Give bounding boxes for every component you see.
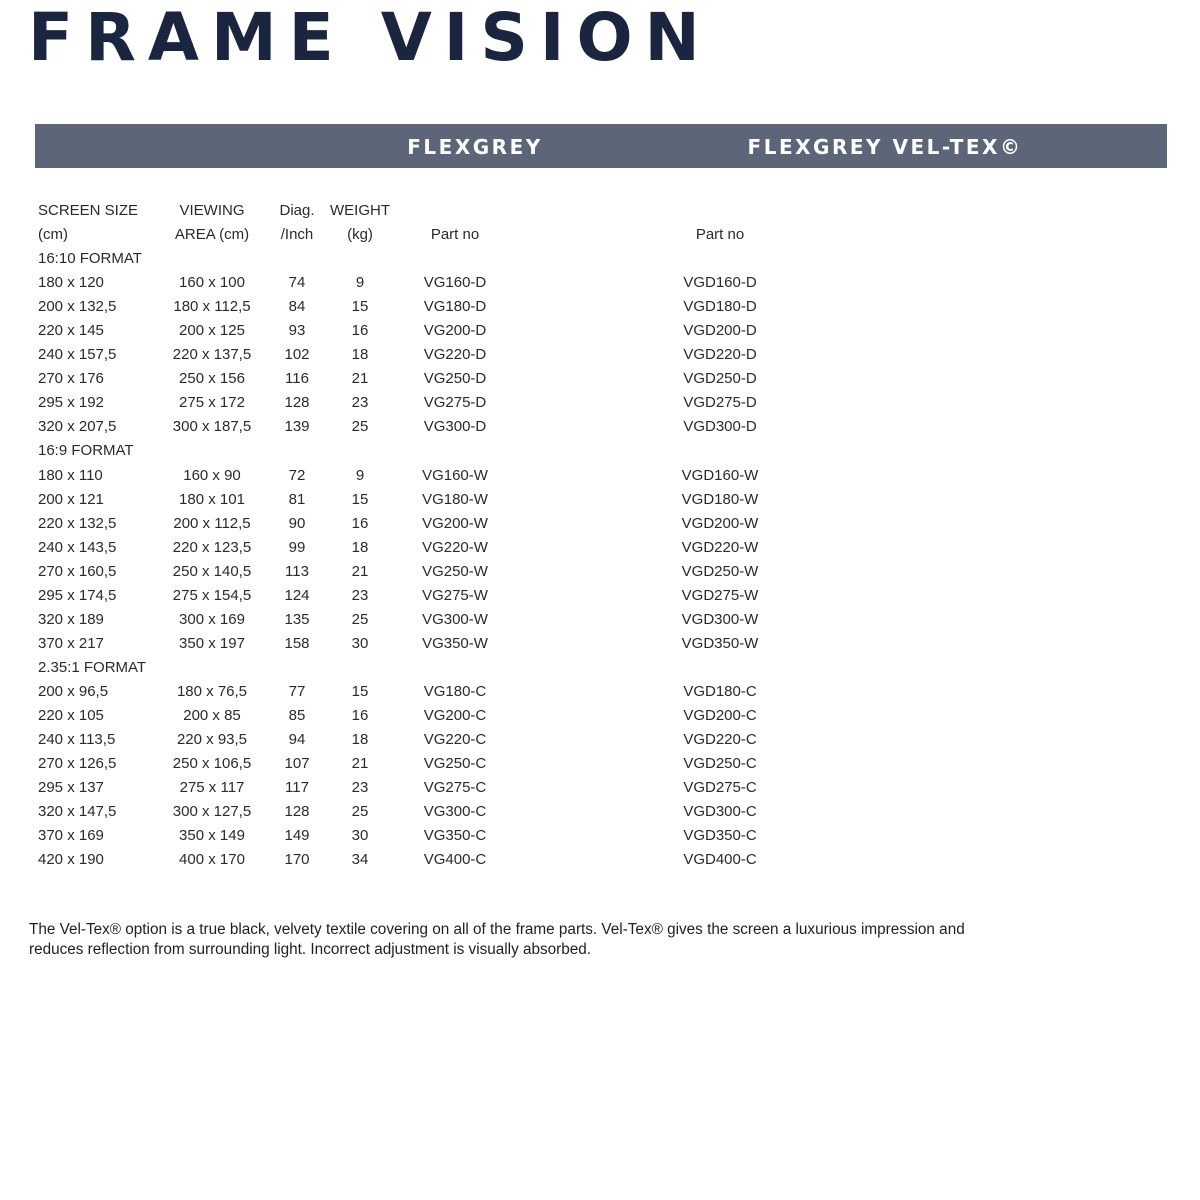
section-label: 2.35:1 FORMAT xyxy=(38,658,147,676)
viewing-area-cell: 400 x 170 xyxy=(179,851,245,869)
part-no-veltex-cell: VGD220-W xyxy=(681,538,759,556)
diag-cell: 107 xyxy=(284,755,310,773)
weight-cell: 34 xyxy=(351,851,369,869)
part-no-flexgrey-cell: VG400-C xyxy=(423,851,487,869)
table-row xyxy=(38,464,818,488)
table-row xyxy=(38,415,818,439)
table-row xyxy=(38,536,818,560)
part-no-veltex-cell: VGD180-D xyxy=(683,298,757,316)
header-row-2 xyxy=(38,223,818,247)
part-no-flexgrey-cell: VG160-D xyxy=(423,274,487,292)
part-no-veltex-cell: VGD220-D xyxy=(683,346,757,364)
part-no-veltex-cell: VGD300-W xyxy=(681,610,759,628)
table-row xyxy=(38,680,818,704)
viewing-area-cell: 180 x 112,5 xyxy=(173,298,251,316)
screen-size-cell: 240 x 157,5 xyxy=(38,346,117,364)
viewing-area-cell: 300 x 187,5 xyxy=(172,418,252,436)
viewing-area-cell: 200 x 85 xyxy=(183,706,241,724)
weight-cell: 18 xyxy=(351,731,369,749)
table-row xyxy=(38,752,818,776)
diag-cell: 72 xyxy=(288,466,306,484)
table-row xyxy=(38,824,818,848)
diag-cell: 135 xyxy=(284,610,310,628)
section-label: 16:10 FORMAT xyxy=(38,250,142,268)
weight-cell: 30 xyxy=(351,634,369,652)
viewing-area-cell: 180 x 101 xyxy=(179,490,245,508)
table-row xyxy=(38,800,818,824)
part-no-flexgrey-cell: VG275-D xyxy=(423,394,487,412)
viewing-area-cell: 250 x 106,5 xyxy=(172,755,252,773)
weight-cell: 25 xyxy=(351,610,369,628)
table-row xyxy=(38,367,818,391)
part-no-veltex-header: Part no xyxy=(695,226,745,244)
specs-table xyxy=(38,199,818,872)
section-label-row xyxy=(38,247,818,271)
part-no-veltex-cell: VGD220-C xyxy=(683,731,757,749)
part-no-veltex-cell: VGD350-W xyxy=(681,634,759,652)
viewing-area-cell: 350 x 197 xyxy=(179,634,245,652)
part-no-veltex-cell: VGD275-C xyxy=(683,779,757,797)
weight-cell: 23 xyxy=(351,394,369,412)
diag-cell: 128 xyxy=(284,394,310,412)
diag-cell: 149 xyxy=(284,827,310,845)
viewing-area-cell: 160 x 90 xyxy=(183,466,241,484)
part-no-veltex-cell: VGD300-D xyxy=(683,418,757,436)
part-no-flexgrey-cell: VG200-C xyxy=(423,706,487,724)
weight-cell: 30 xyxy=(351,827,369,845)
screen-size-unit: (cm) xyxy=(38,226,68,244)
viewing-area-cell: 200 x 112,5 xyxy=(173,514,251,532)
screen-size-cell: 270 x 126,5 xyxy=(38,755,117,773)
part-no-flexgrey-cell: VG180-D xyxy=(423,298,487,316)
screen-size-cell: 240 x 143,5 xyxy=(38,538,117,556)
part-no-flexgrey-cell: VG350-C xyxy=(423,827,487,845)
screen-size-cell: 200 x 96,5 xyxy=(38,682,109,700)
table-row xyxy=(38,584,818,608)
diag-cell: 128 xyxy=(284,803,310,821)
part-no-flexgrey-cell: VG300-W xyxy=(422,610,488,628)
diag-cell: 81 xyxy=(288,490,306,508)
part-no-veltex-cell: VGD160-D xyxy=(683,274,757,292)
weight-cell: 18 xyxy=(351,538,369,556)
part-no-flexgrey-cell: VG180-W xyxy=(422,490,488,508)
part-no-flexgrey-cell: VG300-D xyxy=(423,418,487,436)
weight-header: WEIGHT xyxy=(330,202,390,219)
part-no-flexgrey-cell: VG220-W xyxy=(422,538,488,556)
screen-size-cell: 295 x 137 xyxy=(38,779,104,797)
screen-size-cell: 370 x 169 xyxy=(38,827,104,845)
table-row xyxy=(38,512,818,536)
flexgrey-veltex-heading: FLEXGREY VEL-TEX© xyxy=(747,135,1023,159)
diag-cell: 102 xyxy=(284,346,310,364)
part-no-veltex-cell: VGD200-W xyxy=(681,514,759,532)
flexgrey-heading: FLEXGREY xyxy=(407,135,543,159)
diag-cell: 77 xyxy=(288,682,306,700)
part-no-flexgrey-header: Part no xyxy=(430,226,480,244)
table-row xyxy=(38,295,818,319)
header-row-1 xyxy=(38,199,818,223)
viewing-area-header: VIEWING xyxy=(179,202,245,219)
weight-cell: 25 xyxy=(351,418,369,436)
table-body xyxy=(38,247,818,872)
weight-cell: 23 xyxy=(351,779,369,797)
screen-size-cell: 270 x 176 xyxy=(38,370,104,388)
viewing-area-cell: 200 x 125 xyxy=(179,322,245,340)
veltex-note: The Vel-Tex® option is a true black, velvety textile covering on all of the frame parts. Vel-Tex® gives the screen a luxurious impression and reduces reflection from surrounding light. Incorrect adjustment is visually absorbed. xyxy=(29,921,965,958)
screen-size-cell: 320 x 147,5 xyxy=(38,803,117,821)
viewing-area-cell: 220 x 93,5 xyxy=(176,731,248,749)
diag-cell: 139 xyxy=(284,418,310,436)
viewing-area-cell: 160 x 100 xyxy=(179,274,245,292)
viewing-area-cell: 275 x 172 xyxy=(179,394,245,412)
viewing-area-cell: 220 x 123,5 xyxy=(172,538,252,556)
weight-cell: 23 xyxy=(351,586,369,604)
weight-cell: 15 xyxy=(351,298,369,316)
diag-cell: 117 xyxy=(285,779,309,797)
part-no-flexgrey-cell: VG200-D xyxy=(423,322,487,340)
viewing-area-cell: 275 x 117 xyxy=(179,779,245,797)
part-no-flexgrey-cell: VG250-D xyxy=(423,370,487,388)
table-row xyxy=(38,704,818,728)
table-row xyxy=(38,319,818,343)
weight-cell: 16 xyxy=(351,322,369,340)
weight-cell: 9 xyxy=(355,466,365,484)
screen-size-cell: 295 x 192 xyxy=(38,394,104,412)
part-no-veltex-cell: VGD275-D xyxy=(683,394,757,412)
part-no-veltex-cell: VGD160-W xyxy=(681,466,759,484)
table-row xyxy=(38,391,818,415)
weight-cell: 16 xyxy=(351,706,369,724)
diag-cell: 93 xyxy=(288,322,306,340)
viewing-area-cell: 250 x 156 xyxy=(179,370,245,388)
header-band xyxy=(35,124,1167,168)
section-label-row xyxy=(38,439,818,463)
part-no-flexgrey-cell: VG275-C xyxy=(423,779,487,797)
part-no-veltex-cell: VGD400-C xyxy=(683,851,757,869)
viewing-area-cell: 220 x 137,5 xyxy=(172,346,252,364)
screen-size-cell: 270 x 160,5 xyxy=(38,562,117,580)
part-no-veltex-cell: VGD180-C xyxy=(683,682,757,700)
diag-cell: 90 xyxy=(288,514,306,532)
weight-cell: 25 xyxy=(351,803,369,821)
diag-cell: 170 xyxy=(284,851,310,869)
part-no-flexgrey-cell: VG160-W xyxy=(422,466,488,484)
screen-size-cell: 320 x 189 xyxy=(38,610,104,628)
part-no-veltex-cell: VGD250-W xyxy=(681,562,759,580)
part-no-flexgrey-cell: VG350-W xyxy=(422,634,488,652)
screen-size-cell: 220 x 145 xyxy=(38,322,104,340)
part-no-flexgrey-cell: VG180-C xyxy=(423,682,487,700)
diag-cell: 85 xyxy=(288,706,306,724)
part-no-flexgrey-cell: VG250-W xyxy=(422,562,488,580)
table-row xyxy=(38,488,818,512)
part-no-flexgrey-cell: VG200-W xyxy=(422,514,488,532)
screen-size-cell: 420 x 190 xyxy=(38,851,104,869)
viewing-area-cell: 300 x 127,5 xyxy=(172,803,252,821)
part-no-flexgrey-cell: VG300-C xyxy=(423,803,487,821)
viewing-area-cell: 350 x 149 xyxy=(179,827,245,845)
part-no-veltex-cell: VGD250-D xyxy=(683,370,757,388)
table-row xyxy=(38,848,818,872)
table-row xyxy=(38,608,818,632)
viewing-area-unit: AREA (cm) xyxy=(174,226,250,244)
part-no-veltex-cell: VGD350-C xyxy=(683,827,757,845)
screen-size-header: SCREEN SIZE xyxy=(38,202,139,219)
weight-cell: 9 xyxy=(355,274,365,292)
screen-size-cell: 180 x 120 xyxy=(38,274,104,292)
part-no-veltex-cell: VGD200-C xyxy=(683,706,757,724)
page-title: FRAME VISION xyxy=(28,0,712,76)
part-no-flexgrey-cell: VG275-W xyxy=(422,586,488,604)
screen-size-cell: 370 x 217 xyxy=(38,634,104,652)
screen-size-cell: 180 x 110 xyxy=(38,466,103,484)
weight-cell: 16 xyxy=(351,514,369,532)
diag-unit: /Inch xyxy=(280,226,314,244)
viewing-area-cell: 275 x 154,5 xyxy=(172,586,252,604)
section-label: 16:9 FORMAT xyxy=(38,442,134,460)
part-no-flexgrey-cell: VG220-C xyxy=(423,731,487,749)
weight-cell: 15 xyxy=(351,490,369,508)
weight-cell: 15 xyxy=(351,682,369,700)
part-no-veltex-cell: VGD275-W xyxy=(681,586,759,604)
table-row xyxy=(38,343,818,367)
diag-cell: 84 xyxy=(288,298,306,316)
diag-header: Diag. xyxy=(279,202,315,219)
part-no-veltex-cell: VGD300-C xyxy=(683,803,757,821)
diag-cell: 99 xyxy=(288,538,306,556)
screen-size-cell: 295 x 174,5 xyxy=(38,586,117,604)
screen-size-cell: 240 x 113,5 xyxy=(38,731,116,749)
viewing-area-cell: 250 x 140,5 xyxy=(172,562,252,580)
table-row xyxy=(38,271,818,295)
part-no-flexgrey-cell: VG220-D xyxy=(423,346,487,364)
part-no-veltex-cell: VGD250-C xyxy=(683,755,757,773)
weight-cell: 21 xyxy=(351,370,369,388)
screen-size-cell: 200 x 121 xyxy=(38,490,104,508)
screen-size-cell: 220 x 132,5 xyxy=(38,514,117,532)
part-no-veltex-cell: VGD200-D xyxy=(683,322,757,340)
table-row xyxy=(38,728,818,752)
viewing-area-cell: 180 x 76,5 xyxy=(176,682,248,700)
viewing-area-cell: 300 x 169 xyxy=(179,610,245,628)
diag-cell: 113 xyxy=(285,562,309,580)
table-row xyxy=(38,560,818,584)
screen-size-cell: 200 x 132,5 xyxy=(38,298,117,316)
screen-size-cell: 320 x 207,5 xyxy=(38,418,117,436)
diag-cell: 116 xyxy=(285,370,309,388)
part-no-veltex-cell: VGD180-W xyxy=(681,490,759,508)
table-row xyxy=(38,776,818,800)
diag-cell: 124 xyxy=(284,586,310,604)
weight-cell: 21 xyxy=(351,755,369,773)
section-label-row xyxy=(38,656,818,680)
part-no-flexgrey-cell: VG250-C xyxy=(423,755,487,773)
weight-cell: 21 xyxy=(351,562,369,580)
diag-cell: 74 xyxy=(288,274,306,292)
diag-cell: 158 xyxy=(284,634,310,652)
diag-cell: 94 xyxy=(288,731,306,749)
weight-cell: 18 xyxy=(351,346,369,364)
weight-unit: (kg) xyxy=(347,226,373,244)
screen-size-cell: 220 x 105 xyxy=(38,706,104,724)
table-row xyxy=(38,632,818,656)
